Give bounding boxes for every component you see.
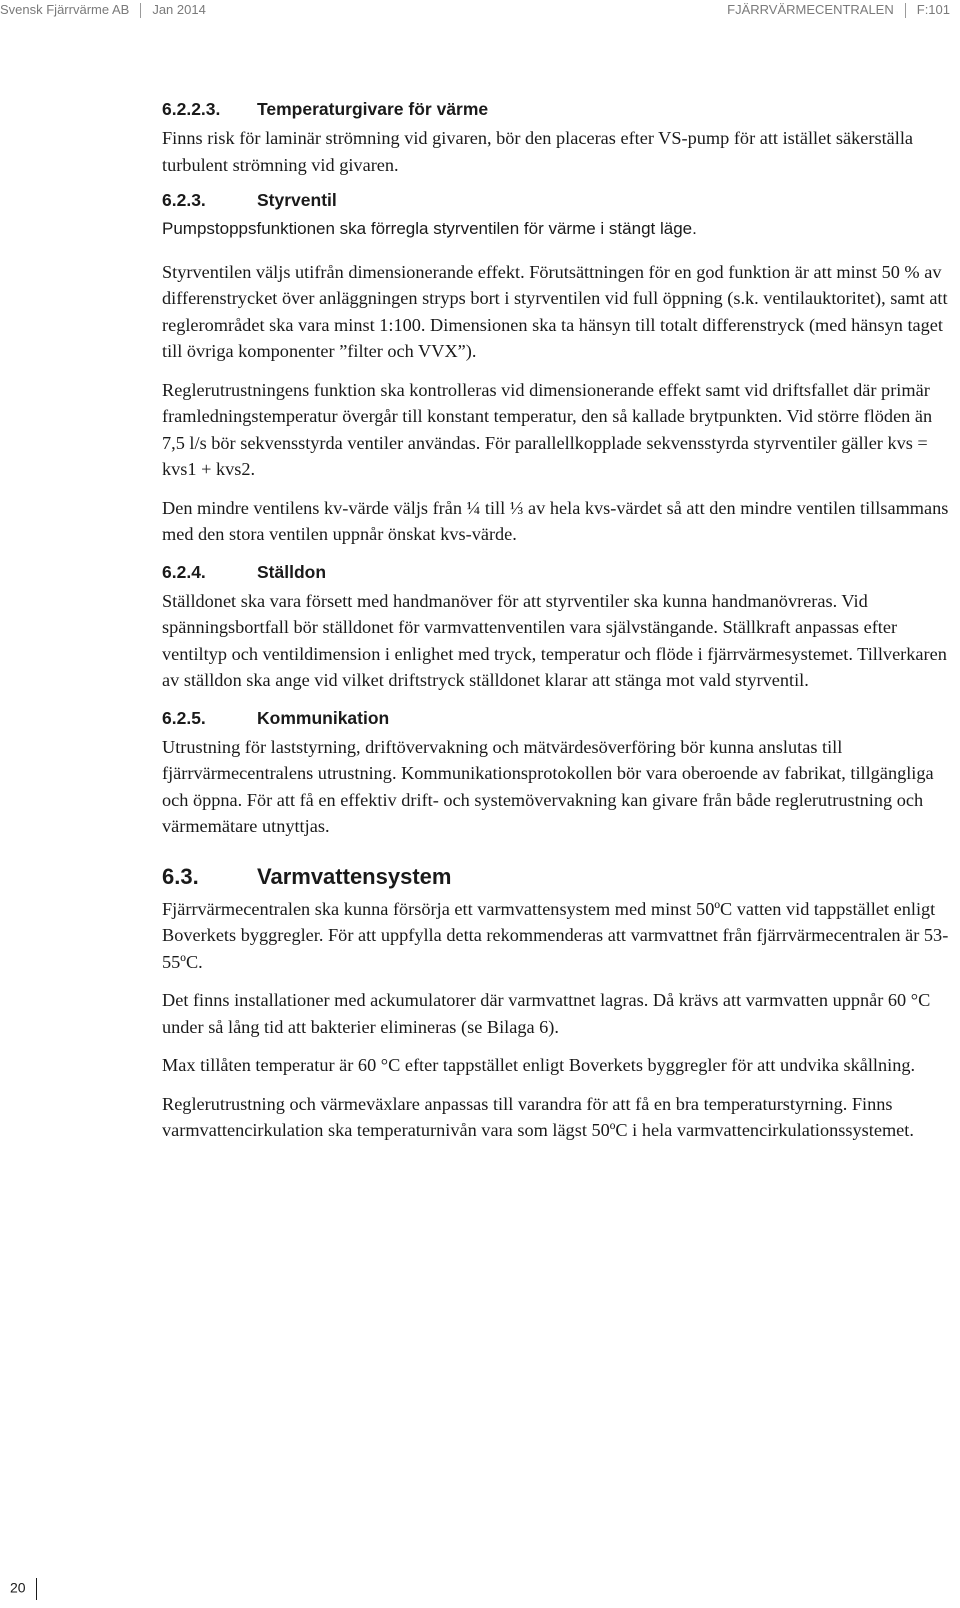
header-divider xyxy=(140,3,141,18)
header-company: Svensk Fjärrvärme AB xyxy=(0,2,130,17)
section-title: Ställdon xyxy=(257,561,327,582)
header-doc-code: F:101 xyxy=(916,2,950,17)
section-title: Varmvattensystem xyxy=(257,863,452,889)
section-number: 6.2.3. xyxy=(162,190,206,210)
header-divider xyxy=(905,3,906,18)
paragraph: Styrventilen väljs utifrån dimensionerande effekt. Förutsättningen för en god funktion är att minst 50 % av differenstrycket över anläggningen stryps bort i styrventilen vid full öppning (s.k. ventilauktoritet), samt att reglerområdet ska vara minst 1:100. Dimensionen ska ta hänsyn till totalt differenstryck (med hänsyn taget till övriga komponenter ”filter och VVX”). xyxy=(162,261,948,361)
section-number: 6.3. xyxy=(162,863,199,889)
page-number: 20 xyxy=(10,1579,26,1596)
header-left xyxy=(0,2,206,18)
section-title: Kommunikation xyxy=(257,707,390,728)
paragraph: Fjärrvärmecentralen ska kunna försörja ett varmvattensystem med minst 50ºC vatten vid tappstället enligt Boverkets byggregler. För att uppfylla detta rekommenderas att varmvattnet från fjärrvärmecentralen är 53-55ºC. xyxy=(162,898,949,972)
section-title: Temperaturgivare för värme xyxy=(257,99,489,119)
paragraph: Max tillåten temperatur är 60 °C efter tappstället enligt Boverkets byggregler för att undvika skållning. xyxy=(162,1055,916,1075)
heading-6-2-3 xyxy=(162,188,952,212)
paragraph: Reglerutrustning och värmeväxlare anpassas till varandra för att få en bra temperaturstyrning. Finns varmvattencirkulation ska temperaturnivån vara som lägst 50ºC i hela varmvattencirkulationssystemet. xyxy=(162,1093,914,1140)
paragraph: Det finns installationer med ackumulatorer där varmvattnet lagras. Då krävs att varmvatten uppnår 60 °C under så lång tid att bakterier elimineras (se Bilaga 6). xyxy=(162,990,931,1037)
section-number: 6.2.5. xyxy=(162,707,206,728)
page-body xyxy=(162,97,952,1144)
section-title: Styrventil xyxy=(257,190,337,210)
section-number: 6.2.2.3. xyxy=(162,99,221,119)
header-date: Jan 2014 xyxy=(152,2,206,17)
heading-6-3 xyxy=(162,862,952,892)
paragraph: Finns risk för laminär strömning vid givaren, bör den placeras efter VS-pump för att istället säkerställa turbulent strömning vid givaren. xyxy=(162,128,914,175)
page-footer xyxy=(10,1578,37,1600)
page-header xyxy=(0,0,960,24)
paragraph: Ställdonet ska vara försett med handmanöver för att styrventiler ska kunna handmanövreras. Vid spänningsbortfall bör ställdonet för varmvattenventilen vara självstängande. Ställkraft anpassas efter ventiltyp och ventildimension i enlighet med tryck, temperatur och flöde i fjärrvärmesystemet. Tillverkaren av ställdon ska ange vid vilket driftstryck ställdonet klarar att stänga mot vald styrventil. xyxy=(162,590,947,690)
heading-6-2-5 xyxy=(162,706,952,730)
heading-6-2-2-3 xyxy=(162,97,952,121)
paragraph: Utrustning för laststyrning, driftövervakning och mätvärdesöverföring bör kunna anslutas till fjärrvärmecentralens utrustning. Kommunikationsprotokollen bör vara oberoende av fabrikat, tillgängliga och öppna. För att få en effektiv drift- och systemövervakning kan givare från både reglerutrustning och värmemätare utnyttjas. xyxy=(162,736,934,836)
header-right xyxy=(727,2,950,18)
section-number: 6.2.4. xyxy=(162,561,206,582)
heading-6-2-4 xyxy=(162,560,952,584)
paragraph: Den mindre ventilens kv-värde väljs från ¼ till ⅓ av hela kvs-värdet så att den mindre ventilen tillsammans med den stora ventilen uppnår önskat kvs-värde. xyxy=(162,497,949,544)
paragraph: Pumpstoppsfunktionen ska förregla styrventilen för värme i stängt läge. xyxy=(162,219,697,238)
header-doc-title: FJÄRRVÄRMECENTRALEN xyxy=(727,2,894,17)
footer-divider xyxy=(36,1578,37,1600)
paragraph: Reglerutrustningens funktion ska kontrolleras vid dimensionerande effekt samt vid driftsfallet där primär framledningstemperatur övergår till konstant temperatur, den så kallade brytpunkten. Vid större flöden än 7,5 l/s bör sekvensstyrda ventiler användas. För parallellkopplade sekvensstyrda styrventiler gäller kvs = kvs1 + kvs2. xyxy=(162,379,933,479)
